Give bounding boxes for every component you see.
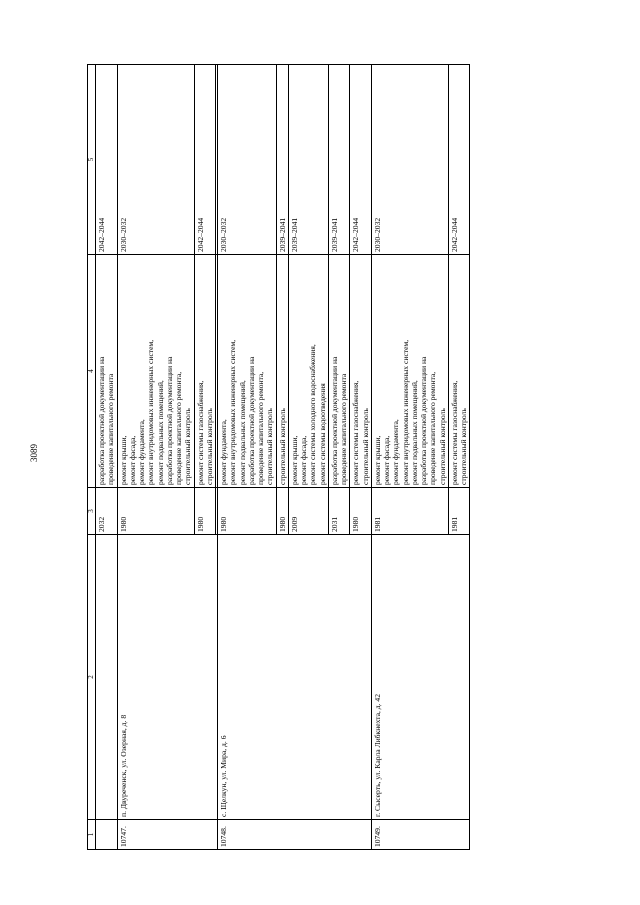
work-line: разработка проектной документации на	[164, 356, 174, 485]
work-line: ремонт фундамента,	[219, 419, 228, 485]
work-line: строительный контроль	[360, 408, 370, 485]
year-cell: 2031	[328, 488, 350, 535]
header-col-1: 1	[88, 820, 96, 850]
year-cell: 1980	[276, 488, 288, 535]
work-line: проведение капитального ремонта	[339, 373, 348, 485]
work-type-cell	[276, 255, 288, 488]
work-line: ремонт подвальных помещений,	[155, 380, 165, 485]
year-cell: 1980	[350, 488, 372, 535]
work-line: ремонт системы газоснабжения,	[351, 380, 361, 485]
work-line: строительный контроль	[204, 408, 214, 485]
address-cell: г. Сысерть, ул. Карла Либкнехта, д. 42	[371, 535, 470, 820]
work-type-cell	[96, 255, 118, 488]
period-cell: 2039–2041	[276, 65, 288, 255]
work-line: ремонт крыши,	[372, 435, 382, 485]
table-row	[117, 65, 194, 850]
work-type-cell	[218, 255, 277, 488]
row-number-cell: 10748.	[218, 820, 372, 850]
work-line: ремонт системы газоснабжения,	[449, 380, 459, 485]
period-cell: 2030–2032	[218, 65, 277, 255]
rotated-page-content	[87, 90, 541, 850]
page-number: 3089	[29, 444, 39, 462]
work-line: разработка проектной документации на	[97, 356, 106, 485]
work-line: строительный контроль	[437, 408, 447, 485]
header-col-3: 3	[88, 488, 96, 535]
address-cell: с. Щелкун, ул. Мира, д. 6	[218, 535, 372, 820]
work-line: ремонт фундамента,	[391, 419, 401, 485]
period-cell: 2042–2044	[96, 65, 118, 255]
year-cell: 2032	[96, 488, 118, 535]
table-row	[371, 65, 448, 850]
row-number-cell	[96, 820, 118, 850]
work-line: ремонт системы холодного водоснабжения,	[308, 344, 318, 485]
work-line: разработка проектной документации на	[419, 356, 428, 485]
work-line: проведение капитального ремонта,	[174, 371, 183, 485]
period-cell: 2042–2044	[448, 65, 470, 255]
work-line: разработка проектной документации на	[246, 356, 256, 485]
table-row	[218, 65, 277, 850]
work-type-cell	[448, 255, 470, 488]
year-cell: 1981	[371, 488, 448, 535]
work-line: ремонт системы газоснабжения,	[195, 380, 205, 485]
work-line: ремонт фасада,	[127, 435, 137, 485]
work-line: ремонт внутридомовых инженерных систем,	[400, 339, 410, 485]
work-line: проведение капитального ремонта	[106, 373, 116, 485]
period-cell: 2042–2044	[350, 65, 372, 255]
year-cell: 1980	[194, 488, 216, 535]
work-line: разработка проектной документации на	[329, 356, 339, 485]
header-col-2: 2	[88, 535, 96, 820]
work-line: ремонт подвальных помещений,	[409, 380, 419, 485]
year-cell: 1980	[117, 488, 194, 535]
header-col-4: 4	[88, 255, 96, 488]
work-line: ремонт внутридомовых инженерных систем,	[146, 339, 156, 485]
period-cell: 2030–2032	[117, 65, 194, 255]
work-line: ремонт фасада,	[382, 435, 391, 485]
address-cell	[96, 535, 118, 820]
work-line: ремонт фундамента,	[137, 419, 146, 485]
work-line: ремонт крыши,	[289, 435, 299, 485]
work-type-cell	[371, 255, 448, 488]
work-type-cell	[117, 255, 194, 488]
header-col-5: 5	[88, 65, 96, 255]
table-row	[96, 65, 118, 850]
work-line: строительный контроль	[277, 408, 287, 485]
work-line: проведение капитального ремонта,	[428, 371, 438, 485]
work-line: строительный контроль	[183, 408, 193, 485]
year-cell: 1981	[448, 488, 470, 535]
work-line: ремонт подвальных помещений,	[237, 380, 247, 485]
period-cell: 2030–2032	[371, 65, 448, 255]
capital-repair-table	[87, 64, 470, 850]
work-line: строительный контроль	[265, 408, 275, 485]
work-type-cell	[288, 255, 328, 488]
period-cell: 2039–2041	[288, 65, 328, 255]
work-line: строительный контроль	[459, 408, 468, 485]
row-number-cell: 10747.	[117, 820, 218, 850]
table-header-row	[88, 65, 96, 850]
period-cell: 2042–2044	[194, 65, 216, 255]
work-line: проведение капитального ремонта,	[256, 371, 265, 485]
year-cell: 2009	[288, 488, 328, 535]
work-line: ремонт крыши,	[118, 435, 128, 485]
work-type-cell	[350, 255, 372, 488]
row-number-cell: 10749.	[371, 820, 470, 850]
work-line: ремонт внутридомовых инженерных систем,	[228, 339, 238, 485]
work-line: ремонт системы водоотведения	[317, 383, 327, 485]
work-type-cell	[328, 255, 350, 488]
address-cell: п. Двуреченск, ул. Озерная, д. 8	[117, 535, 218, 820]
period-cell: 2039–2041	[328, 65, 350, 255]
work-line: ремонт фасада,	[299, 435, 308, 485]
year-cell: 1980	[218, 488, 277, 535]
work-type-cell	[194, 255, 216, 488]
